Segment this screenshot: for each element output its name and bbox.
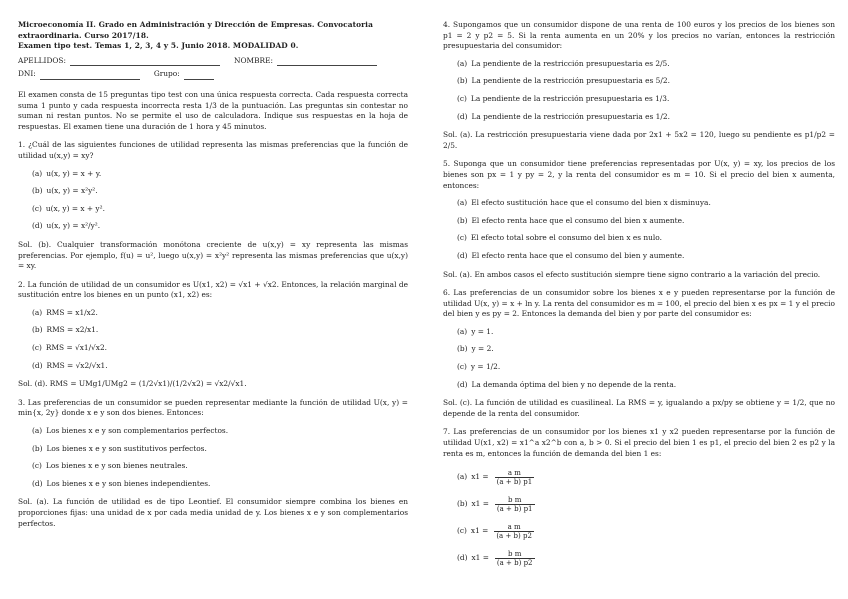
exam-header-line2: Examen tipo test. Temas 1, 2, 3, 4 y 5. Junio 2018. MODALIDAD 0. <box>18 41 299 51</box>
question-6-stem: 6. Las preferencias de un consumidor sobre los bienes x e y pueden representarse por la función de utilidad U(x, y) = x + ln y. La renta del consumidor es m = 100, el precio del bien x es px = 1 y el precio del bien y es py = 2. Entonces la demanda del bien y por parte del consumidor es: <box>443 288 835 319</box>
q7-option-c-fraction: $\frac{\text{a m}}{(a + b) p2}$ <box>496 523 532 541</box>
q7-option-d[interactable]: (d) x1 = $\frac{\text{b m}}{(a + b) p2}$ <box>457 550 533 568</box>
q7-option-b-fraction: $\frac{\text{b m}}{(a + b) p1}$ <box>496 496 533 514</box>
nombre-label: NOMBRE: <box>233 55 273 65</box>
student-fields <box>18 56 408 80</box>
question-6-solution: Sol. (c). La función de utilidad es cuasilineal. La RMS = y, igualando a px/py se obtiene y = 1/2, que no depende de la renta del consumidor. <box>443 398 835 418</box>
q1-option-b[interactable]: (b) u(x, y) = x²y². <box>32 186 98 196</box>
q6-option-d[interactable]: (d) La demanda óptima del bien y no depende de la renta. <box>457 379 677 389</box>
q6-option-a[interactable]: (a) y = 1. <box>457 326 494 336</box>
question-4-solution: Sol. (a). La restricción presupuestaria viene dada por 2x1 + 5x2 = 120, luego su pendiente es p1/p2 = 2/5. <box>443 130 835 150</box>
q5-option-a[interactable]: (a) El efecto sustitución hace que el consumo del bien x disminuya. <box>457 198 711 208</box>
question-5-solution: Sol. (a). En ambos casos el efecto sustitución siempre tiene signo contrario a la variación del precio. <box>443 269 821 279</box>
q4-option-c[interactable]: (c) La pendiente de la restricción presupuestaria es 1/3. <box>457 93 670 103</box>
nombre-field[interactable] <box>234 56 377 67</box>
q5-option-b[interactable]: (b) El efecto renta hace que el consumo del bien x aumente. <box>457 215 685 225</box>
apellidos-line <box>70 57 220 66</box>
nombre-line <box>277 57 377 66</box>
grupo-line <box>184 71 214 80</box>
q4-option-d[interactable]: (d) La pendiente de la restricción presupuestaria es 1/2. <box>457 111 670 121</box>
exam-header-line1: Microeconomía II. Grado en Administración y Dirección de Empresas. Convocatoria extraordinaria. Curso 2017/18. <box>18 20 373 40</box>
dni-label: DNI: <box>18 69 36 79</box>
question-5-stem: 5. Suponga que un consumidor tiene preferencias representadas por U(x, y) = xy, los precios de los bienes son px = 1 y py = 2, y la renta del consumidor es m = 10. Si el precio del bien x aumenta, entonces: <box>443 159 835 190</box>
question-3-solution: Sol. (a). La función de utilidad es de tipo Leontief. El consumidor siempre combina los bienes en proporciones fijas: una unidad de x por cada media unidad de y. Los bienes x e y son complementarios perfectos. <box>18 497 408 528</box>
q7-option-b[interactable]: (b) x1 = $\frac{\text{b m}}{(a + b) p1}$ <box>457 496 533 514</box>
left-column <box>18 20 408 529</box>
q1-option-a[interactable]: (a) u(x, y) = x + y. <box>32 168 102 178</box>
q4-option-a[interactable]: (a) La pendiente de la restricción presupuestaria es 2/5. <box>457 58 670 68</box>
q5-option-c[interactable]: (c) El efecto total sobre el consumo del bien x es nulo. <box>457 233 662 243</box>
q3-option-b[interactable]: (b) Los bienes x e y son sustitutivos perfectos. <box>32 443 207 453</box>
q7-option-c[interactable]: (c) x1 = $\frac{\text{a m}}{(a + b) p2}$ <box>457 523 532 541</box>
question-2-solution: Sol. (d). RMS = UMg1/UMg2 = (1/2√x1)/(1/2√x2) = √x2/√x1. <box>18 379 247 389</box>
right-column <box>443 20 835 567</box>
q7-option-a-fraction: $\frac{\text{a m}}{(a + b) p1}$ <box>496 469 533 487</box>
q2-option-d[interactable]: (d) RMS = √x2/√x1. <box>32 360 108 370</box>
apellidos-label: APELLIDOS: <box>18 55 66 65</box>
q1-option-d[interactable]: (d) u(x, y) = x²/y². <box>32 221 101 231</box>
question-7-stem: 7. Las preferencias de un consumidor por los bienes x1 y x2 pueden representarse por la función de utilidad U(x1, x2) = x1^a x2^b con a, b > 0. Si el precio del bien 1 es p1, el precio del bien 2 es p2 y la renta es m, entonces la función de demanda del bien 1 es: <box>443 427 835 458</box>
dni-line <box>40 71 140 80</box>
q1-option-c[interactable]: (c) u(x, y) = x + y². <box>32 203 105 213</box>
q2-option-b[interactable]: (b) RMS = x2/x1. <box>32 325 99 335</box>
q7-option-a[interactable]: (a) x1 = $\frac{\text{a m}}{(a + b) p1}$ <box>457 469 533 487</box>
question-3-stem: 3. Las preferencias de un consumidor se pueden representar mediante la función de utilidad U(x, y) = min{x, 2y} donde x e y son dos bienes. Entonces: <box>18 397 408 418</box>
q3-option-d[interactable]: (d) Los bienes x e y son bienes independientes. <box>32 478 211 488</box>
q3-option-a[interactable]: (a) Los bienes x e y son complementarios perfectos. <box>32 426 229 436</box>
q7-option-d-fraction: $\frac{\text{b m}}{(a + b) p2}$ <box>496 550 533 568</box>
q2-option-c[interactable]: (c) RMS = √x1/√x2. <box>32 343 107 353</box>
grupo-label: Grupo: <box>153 69 180 79</box>
instructions: El examen consta de 15 preguntas tipo test con una única respuesta correcta. Cada respuesta correcta suma 1 punto y cada respuesta incorrecta resta 1/3 de la puntuación. Las preguntas sin contestar no suman ni restan puntos. No se permite el uso de calculadora. Indique sus respuestas en la hoja de respuestas. El examen tiene una duración de 1 hora y 45 minutos. <box>18 89 408 131</box>
apellidos-field[interactable] <box>18 56 220 67</box>
question-1-stem: 1. ¿Cuál de las siguientes funciones de utilidad representa las mismas preferencias que la función de utilidad u(x,y) = xy? <box>18 140 408 160</box>
q5-option-d[interactable]: (d) El efecto renta hace que el consumo del bien y aumente. <box>457 250 685 260</box>
dni-field[interactable] <box>18 69 140 80</box>
question-2-stem: 2. La función de utilidad de un consumidor es U(x1, x2) = √x1 + √x2. Entonces, la relación marginal de sustitución entre los bienes en un punto (x1, x2) es: <box>18 279 408 300</box>
q2-option-a[interactable]: (a) RMS = x1/x2. <box>32 307 98 317</box>
q4-option-b[interactable]: (b) La pendiente de la restricción presupuestaria es 5/2. <box>457 76 670 86</box>
q6-option-b[interactable]: (b) y = 2. <box>457 344 494 354</box>
q6-option-c[interactable]: (c) y = 1/2. <box>457 362 501 372</box>
grupo-field[interactable] <box>154 69 214 80</box>
question-1-solution: Sol. (b). Cualquier transformación monótona creciente de u(x,y) = xy representa las mismas preferencias. Por ejemplo, f(u) = u², luego u(x,y) = x²y² representa las mismas preferencias que u(x,y) = xy. <box>18 239 408 271</box>
q3-option-c[interactable]: (c) Los bienes x e y son bienes neutrales. <box>32 461 188 471</box>
question-4-stem: 4. Supongamos que un consumidor dispone de una renta de 100 euros y los precios de los bienes son p1 = 2 y p2 = 5. Si la renta aumenta en un 20% y los precios no varían, entonces la restricción presupuestaria del consumidor: <box>443 20 835 51</box>
